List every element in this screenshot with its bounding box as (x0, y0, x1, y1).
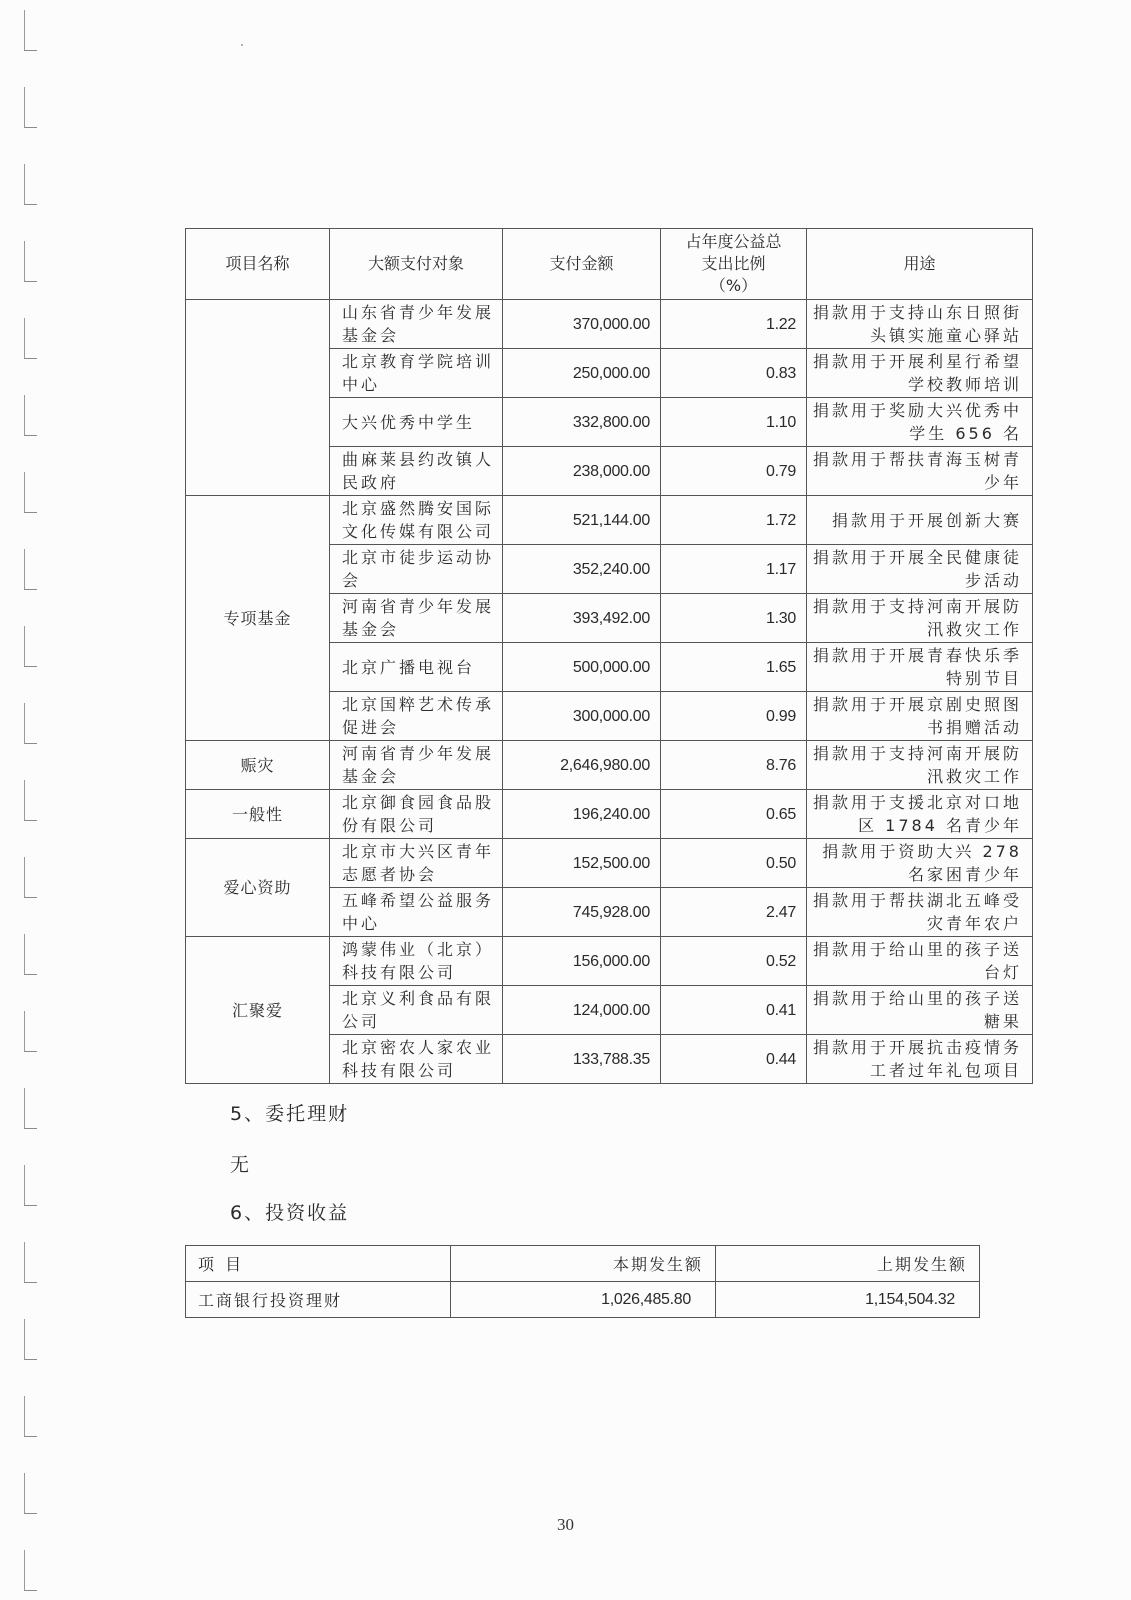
payment-amount: 300,000.00 (503, 692, 661, 741)
header-project: 项目名称 (186, 229, 330, 300)
usage-description: 捐款用于支持山东日照街头镇实施童心驿站 (807, 300, 1033, 349)
header-usage: 用途 (807, 229, 1033, 300)
payment-amount: 352,240.00 (503, 545, 661, 594)
header-item: 项 目 (186, 1246, 451, 1282)
usage-description: 捐款用于支援北京对口地区 1784 名青少年 (807, 790, 1033, 839)
payment-amount: 500,000.00 (503, 643, 661, 692)
table-row (186, 496, 1033, 545)
header-current-period: 本期发生额 (451, 1246, 716, 1282)
payment-amount: 238,000.00 (503, 447, 661, 496)
usage-description: 捐款用于开展京剧史照图书捐赠活动 (807, 692, 1033, 741)
payee-name: 北京广播电视台 (330, 643, 503, 692)
usage-description: 捐款用于帮扶湖北五峰受灾青年农户 (807, 888, 1033, 937)
expense-ratio: 1.72 (661, 496, 807, 545)
header-payee: 大额支付对象 (330, 229, 503, 300)
payee-name: 北京市徒步运动协会 (330, 545, 503, 594)
binding-mark (24, 857, 37, 898)
usage-description: 捐款用于奖励大兴优秀中学生 656 名 (807, 398, 1033, 447)
expense-ratio: 1.65 (661, 643, 807, 692)
expense-ratio: 0.79 (661, 447, 807, 496)
payment-amount: 196,240.00 (503, 790, 661, 839)
binding-mark (24, 10, 37, 51)
project-category: 爱心资助 (186, 839, 330, 937)
payment-amount: 370,000.00 (503, 300, 661, 349)
usage-description: 捐款用于支持河南开展防汛救灾工作 (807, 741, 1033, 790)
project-category (186, 300, 330, 496)
usage-description: 捐款用于给山里的孩子送糖果 (807, 986, 1033, 1035)
payee-name: 曲麻莱县约改镇人民政府 (330, 447, 503, 496)
table-row (186, 300, 1033, 349)
binding-marks (22, 0, 42, 1600)
expense-ratio: 0.99 (661, 692, 807, 741)
payee-name: 五峰希望公益服务中心 (330, 888, 503, 937)
binding-mark (24, 1473, 37, 1514)
binding-mark (24, 703, 37, 744)
usage-description: 捐款用于给山里的孩子送台灯 (807, 937, 1033, 986)
section-5-title: 5、委托理财 (230, 1103, 350, 1125)
payee-name: 北京御食园食品股份有限公司 (330, 790, 503, 839)
header-ratio-line3: （%） (709, 276, 758, 295)
table-row (186, 839, 1033, 888)
payment-amount: 332,800.00 (503, 398, 661, 447)
table-row (186, 1282, 980, 1318)
previous-amount: 1,154,504.32 (716, 1282, 980, 1318)
large-payments-table (185, 228, 1033, 1084)
payment-amount: 521,144.00 (503, 496, 661, 545)
header-ratio-line1: 占年度公益总 (685, 232, 782, 251)
payment-amount: 124,000.00 (503, 986, 661, 1035)
payee-name: 北京国粹艺术传承促进会 (330, 692, 503, 741)
binding-mark (24, 318, 37, 359)
project-category: 赈灾 (186, 741, 330, 790)
binding-mark (24, 87, 37, 128)
usage-description: 捐款用于开展青春快乐季特别节目 (807, 643, 1033, 692)
usage-description: 捐款用于支持河南开展防汛救灾工作 (807, 594, 1033, 643)
payee-name: 鸿蒙伟业（北京）科技有限公司 (330, 937, 503, 986)
table-row (186, 741, 1033, 790)
table-row (186, 790, 1033, 839)
page-number: 30 (557, 1515, 574, 1534)
payment-amount: 156,000.00 (503, 937, 661, 986)
current-amount: 1,026,485.80 (451, 1282, 716, 1318)
payee-name: 北京盛然腾安国际文化传媒有限公司 (330, 496, 503, 545)
usage-description: 捐款用于资助大兴 278 名家困青少年 (807, 839, 1033, 888)
usage-description: 捐款用于帮扶青海玉树青少年 (807, 447, 1033, 496)
header-ratio-line2: 支出比例 (701, 254, 766, 273)
binding-mark (24, 241, 37, 282)
expense-ratio: 0.44 (661, 1035, 807, 1084)
payment-amount: 250,000.00 (503, 349, 661, 398)
payment-amount: 152,500.00 (503, 839, 661, 888)
usage-description: 捐款用于开展创新大赛 (807, 496, 1033, 545)
binding-mark (24, 1319, 37, 1360)
binding-mark (24, 1242, 37, 1283)
table-header-row (186, 229, 1033, 300)
expense-ratio: 1.30 (661, 594, 807, 643)
payee-name: 北京市大兴区青年志愿者协会 (330, 839, 503, 888)
binding-mark (24, 1396, 37, 1437)
binding-mark (24, 472, 37, 513)
usage-description: 捐款用于开展抗击疫情务工者过年礼包项目 (807, 1035, 1033, 1084)
expense-ratio: 1.10 (661, 398, 807, 447)
scan-speck (241, 44, 243, 46)
binding-mark (24, 1011, 37, 1052)
binding-mark (24, 626, 37, 667)
investment-income-table (185, 1245, 980, 1318)
table-header-row (186, 1246, 980, 1282)
binding-mark (24, 1165, 37, 1206)
item-name: 工商银行投资理财 (186, 1282, 451, 1318)
header-amount: 支付金额 (503, 229, 661, 300)
usage-description: 捐款用于开展全民健康徒步活动 (807, 545, 1033, 594)
table-row (186, 937, 1033, 986)
binding-mark (24, 934, 37, 975)
payment-amount: 133,788.35 (503, 1035, 661, 1084)
usage-description: 捐款用于开展利星行希望学校教师培训 (807, 349, 1033, 398)
binding-mark (24, 1550, 37, 1591)
section-6-title: 6、投资收益 (230, 1202, 350, 1224)
project-category: 专项基金 (186, 496, 330, 741)
expense-ratio: 0.52 (661, 937, 807, 986)
payee-name: 北京密农人家农业科技有限公司 (330, 1035, 503, 1084)
project-category: 一般性 (186, 790, 330, 839)
binding-mark (24, 780, 37, 821)
payee-name: 山东省青少年发展基金会 (330, 300, 503, 349)
payment-amount: 745,928.00 (503, 888, 661, 937)
expense-ratio: 0.41 (661, 986, 807, 1035)
expense-ratio: 2.47 (661, 888, 807, 937)
expense-ratio: 1.17 (661, 545, 807, 594)
payee-name: 河南省青少年发展基金会 (330, 594, 503, 643)
section-5-body: 无 (230, 1154, 250, 1176)
expense-ratio: 8.76 (661, 741, 807, 790)
expense-ratio: 0.83 (661, 349, 807, 398)
payee-name: 河南省青少年发展基金会 (330, 741, 503, 790)
payment-amount: 393,492.00 (503, 594, 661, 643)
payee-name: 大兴优秀中学生 (330, 398, 503, 447)
header-ratio (661, 229, 807, 300)
binding-mark (24, 395, 37, 436)
expense-ratio: 0.50 (661, 839, 807, 888)
binding-mark (24, 164, 37, 205)
expense-ratio: 0.65 (661, 790, 807, 839)
payment-amount: 2,646,980.00 (503, 741, 661, 790)
binding-mark (24, 549, 37, 590)
payee-name: 北京义利食品有限公司 (330, 986, 503, 1035)
expense-ratio: 1.22 (661, 300, 807, 349)
binding-mark (24, 1088, 37, 1129)
project-category: 汇聚爱 (186, 937, 330, 1084)
header-previous-period: 上期发生额 (716, 1246, 980, 1282)
payee-name: 北京教育学院培训中心 (330, 349, 503, 398)
